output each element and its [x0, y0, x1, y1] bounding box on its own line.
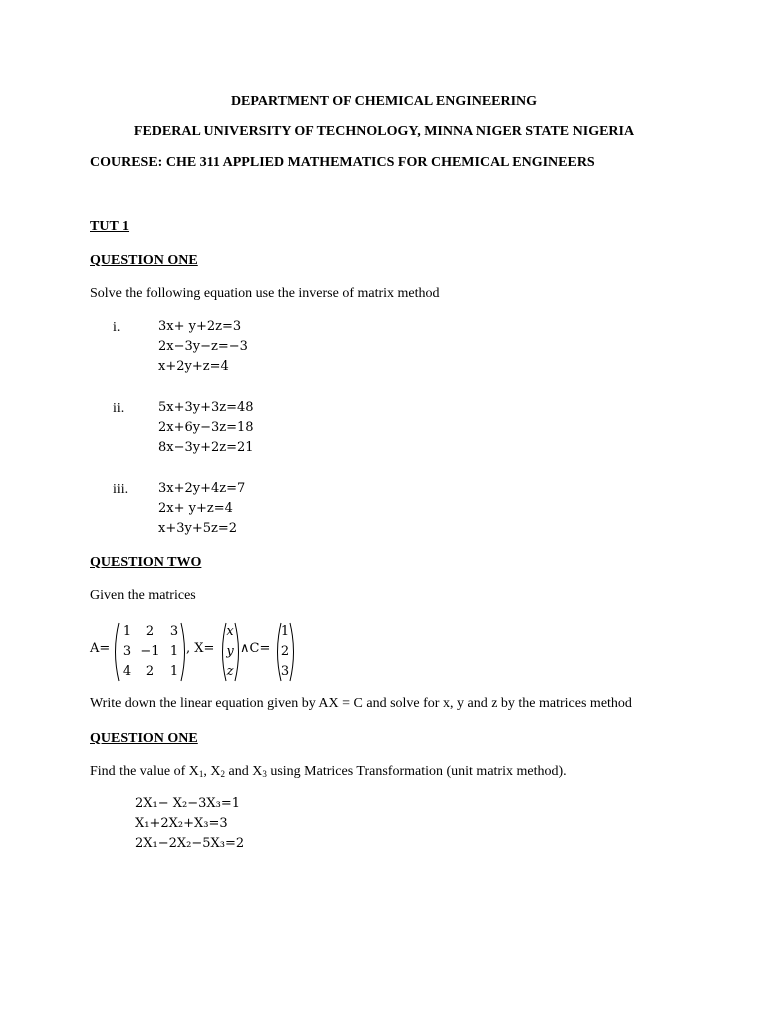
- matrix-cell: 3: [280, 664, 290, 679]
- prompt-text: Find the value of X: [90, 764, 199, 779]
- equation: 8x−3y+2z=21: [158, 440, 254, 455]
- matrix-a-label: A=: [90, 641, 111, 656]
- subscript: 3: [262, 769, 267, 779]
- equation: 3x+ y+2z=3: [158, 319, 242, 334]
- prompt-text: using Matrices Transformation (unit matrix method).: [266, 764, 567, 779]
- matrix-x: [219, 622, 241, 682]
- equation-set-ii: [158, 398, 254, 458]
- equation: x+3y+5z=2: [158, 521, 238, 536]
- right-paren-icon: [289, 622, 297, 682]
- question-two-prompt: Given the matrices: [90, 588, 196, 603]
- question-three-prompt: [90, 764, 567, 780]
- question-two-heading: QUESTION TWO: [90, 555, 202, 570]
- matrix-cell: 1: [122, 624, 132, 639]
- equation: 5x+3y+3z=48: [158, 400, 254, 415]
- matrix-cell: 2: [145, 624, 155, 639]
- matrix-cell: y: [226, 644, 234, 659]
- matrix-x-label: , X=: [186, 641, 215, 656]
- matrix-cell: 2: [280, 644, 290, 659]
- subscript: 1: [198, 769, 204, 779]
- item-label-i: i.: [113, 320, 121, 335]
- equation: 2x+6y−3z=18: [158, 420, 254, 435]
- item-label-ii: ii.: [113, 401, 125, 416]
- equation-set-iii: [158, 479, 245, 539]
- matrix-c-label: ∧C=: [240, 641, 271, 656]
- tutorial-heading: TUT 1: [90, 219, 130, 234]
- course-title: COURESE: CHE 311 APPLIED MATHEMATICS FOR CHEMICAL ENGINEERS: [90, 155, 595, 170]
- question-one-heading: QUESTION ONE: [90, 253, 198, 268]
- equation: x+2y+z=4: [158, 359, 229, 374]
- department-title: DEPARTMENT OF CHEMICAL ENGINEERING: [230, 94, 538, 109]
- matrix-c: [274, 622, 296, 682]
- matrix-cell: 3: [122, 644, 132, 659]
- matrix-cell: 4: [122, 664, 132, 679]
- equation: 2X₁− X₂−3X₃=1: [135, 796, 241, 811]
- prompt-text: , X: [203, 764, 221, 779]
- equation-set-i: [158, 317, 248, 377]
- matrix-cell: −1: [140, 644, 160, 659]
- question-three-heading: QUESTION ONE: [90, 731, 198, 746]
- question-two-instruction: Write down the linear equation given by AX = C and solve for x, y and z by the matrices method: [90, 696, 632, 711]
- equation: 2x−3y−z=−3: [158, 339, 248, 354]
- matrix-cell: 2: [145, 664, 155, 679]
- matrix-cell: 1: [280, 624, 290, 639]
- equation: 2x+ y+z=4: [158, 501, 233, 516]
- university-title: FEDERAL UNIVERSITY OF TECHNOLOGY, MINNA NIGER STATE NIGERIA: [133, 124, 635, 139]
- equation-set-transformation: [135, 794, 244, 854]
- matrix-cell: 3: [169, 624, 179, 639]
- matrix-cell: 1: [169, 664, 179, 679]
- equation: X₁+2X₂+X₃=3: [135, 816, 228, 831]
- matrix-cell: 1: [169, 644, 179, 659]
- equation: 2X₁−2X₂−5X₃=2: [135, 836, 245, 851]
- matrix-cell: z: [226, 664, 234, 679]
- equation: 3x+2y+4z=7: [158, 481, 246, 496]
- matrix-cell: x: [226, 624, 234, 639]
- matrix-a: [112, 622, 188, 682]
- item-label-iii: iii.: [113, 482, 129, 497]
- prompt-text: and X: [225, 764, 263, 779]
- subscript: 2: [220, 769, 225, 779]
- question-one-prompt: Solve the following equation use the inverse of matrix method: [90, 286, 440, 301]
